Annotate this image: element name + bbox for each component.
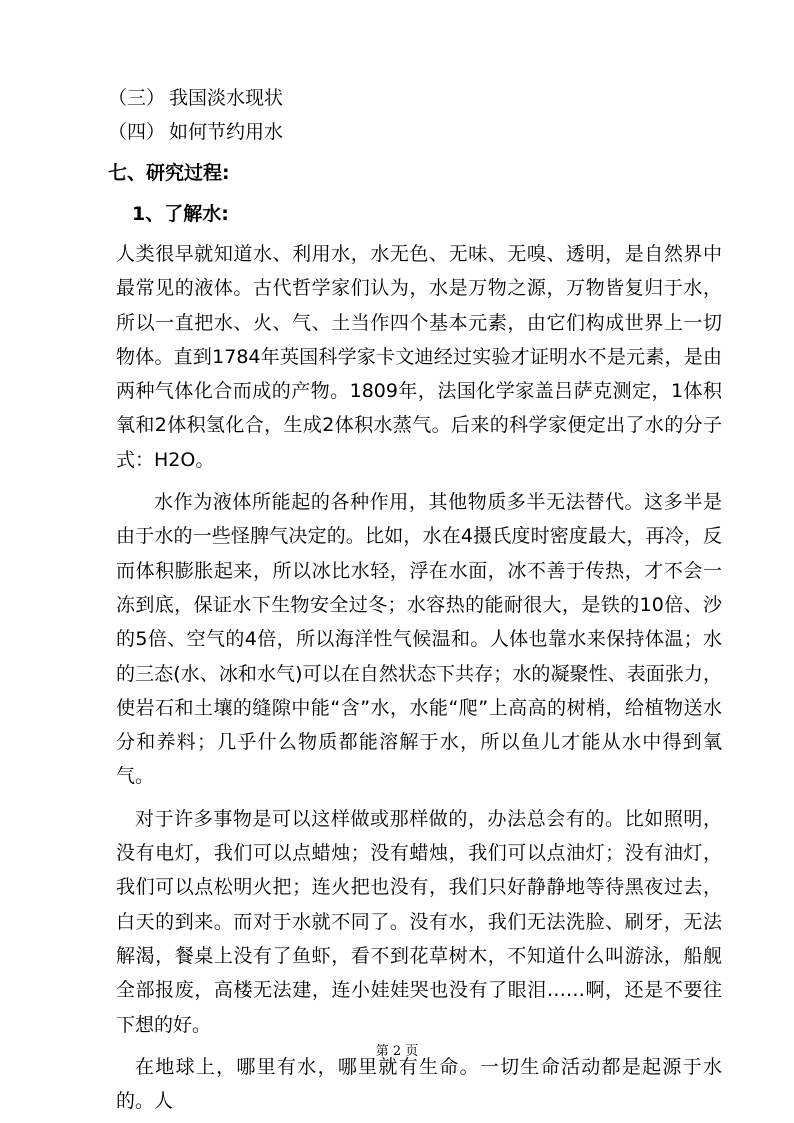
paragraph-3: 对于许多事物是可以这样做或那样做的，办法总会有的。比如照明，没有电灯，我们可以点蜡烛；没有蜡烛，我们可以点油灯；没有油灯，我们可以点松明火把；连火把也没有，我们只好静静地等待黑夜过去，白天的到来。而对于水就不同了。没有水，我们无法洗脸、刷牙，无法解渴，餐桌上没有了鱼虾，看不到花草树木，不知道什么叫游泳，船舰全部报废，高楼无法建，连小娃娃哭也没有了眼泪……啊，还是不要往下想的好。 bbox=[116, 807, 722, 1036]
paragraph-4: 在地球上，哪里有水，哪里就有生命。一切生命活动都是起源于水的。人 bbox=[116, 1055, 722, 1113]
outline-item-3 bbox=[108, 86, 283, 110]
paragraph-2: 水作为液体所能起的各种作用，其他物质多半无法替代。这多半是由于水的一些怪脾气决定的。比如，水在4摄氏度时密度最大，再冷，反而体积膨胀起来，所以冰比水轻，浮在水面，冰不善于传热，才不会一冻到底，保证水下生物安全过冬；水容热的能耐很大，是铁的10倍、沙的5倍、空气的4倍，所以海洋性气候温和。人体也靠水来保持体温；水的三态(水、冰和水气)可以在自然状态下共存；水的凝聚性、表面张力，使岩石和土壤的缝隙中能“含”水，水能“爬”上高高的树梢，给植物送水分和养料；几乎什么物质都能溶解于水，所以鱼儿才能从水中得到氧气。 bbox=[116, 491, 722, 788]
outline-item-4-number: （四） bbox=[108, 121, 166, 143]
outline-item-4 bbox=[108, 120, 283, 144]
section-heading: 七、研究过程: bbox=[108, 162, 230, 184]
section-subheading: 1、了解水: bbox=[132, 203, 229, 225]
body-text bbox=[116, 237, 722, 1118]
outline-item-3-number: （三） bbox=[108, 87, 166, 109]
paragraph-1: 人类很早就知道水、利用水，水无色、无味、无嗅、透明，是自然界中最常见的液体。古代哲学家们认为，水是万物之源，万物皆复归于水，所以一直把水、火、气、土当作四个基本元素，由它们构成世界上一切物体。直到1784年英国科学家卡文迪经过实验才证明水不是元素，是由两种气体化合而成的产物。1809年，法国化学家盖吕萨克测定，1体积氧和2体积氢化合，生成2体积水蒸气。后来的科学家便定出了水的分子式：H2O。 bbox=[116, 243, 722, 471]
page-number-footer: 第 2 页 bbox=[375, 1044, 419, 1059]
outline-item-3-text: 我国淡水现状 bbox=[169, 87, 284, 109]
outline-item-4-text: 如何节约用水 bbox=[169, 121, 284, 143]
